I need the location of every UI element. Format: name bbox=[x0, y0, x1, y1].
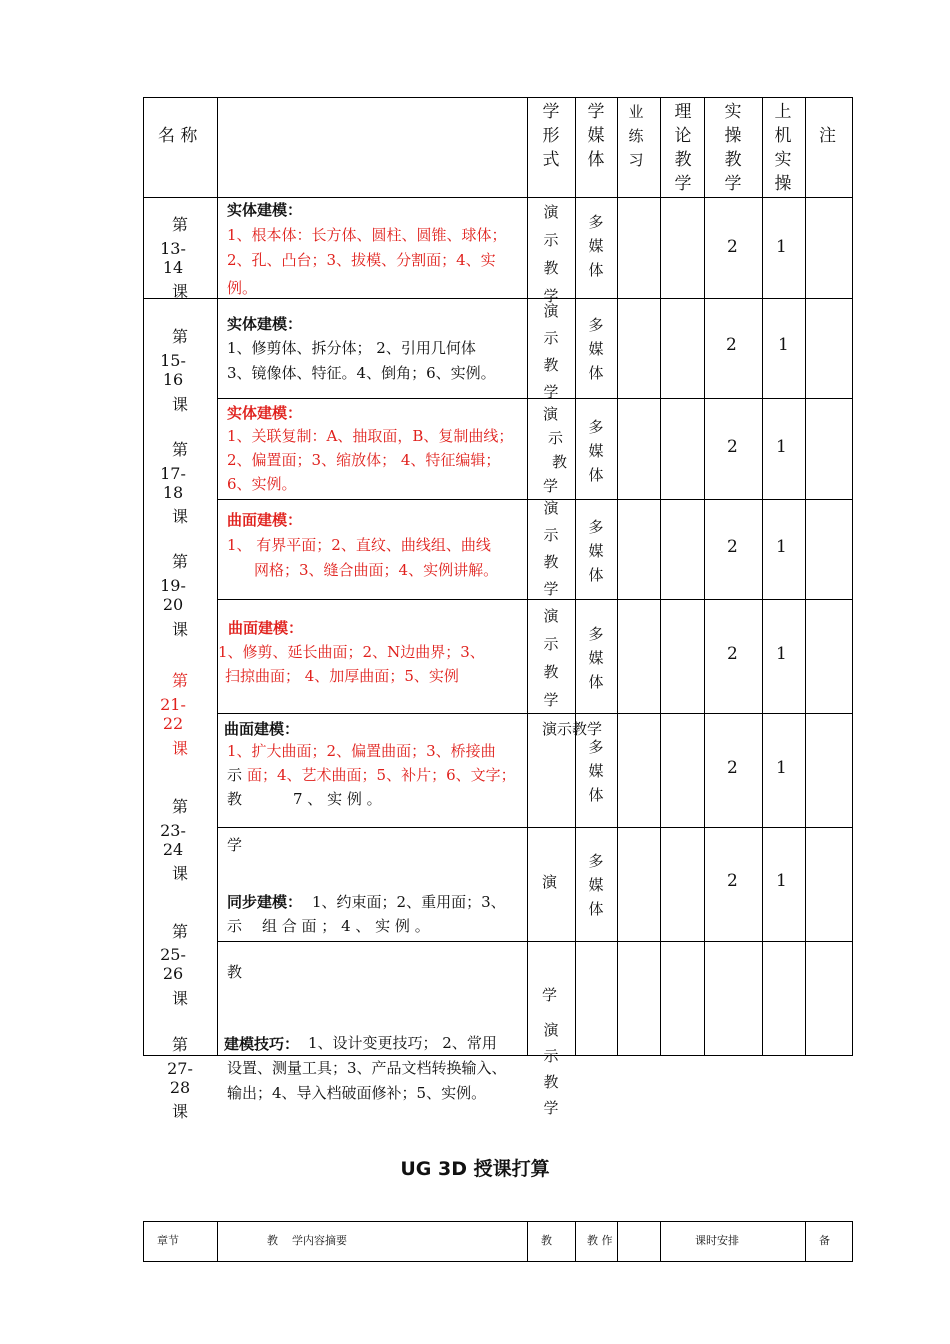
header-theory: 理论教学 bbox=[674, 102, 692, 194]
lesson-label: 课 bbox=[171, 739, 188, 758]
row-line: 示 bbox=[227, 766, 243, 784]
header-form: 学形式 bbox=[542, 102, 560, 170]
footer-teach: 教 bbox=[541, 1234, 552, 1247]
footer-teach-work: 教 作 bbox=[587, 1234, 613, 1247]
footer-content: 教 学内容摘要 bbox=[267, 1234, 347, 1247]
row-line: 学 bbox=[227, 836, 243, 854]
lesson-label: 课 bbox=[171, 989, 188, 1008]
lesson-label: 24 bbox=[162, 840, 184, 859]
row-media: 多媒体 bbox=[588, 738, 604, 804]
header-exercise: 业练习 bbox=[628, 103, 644, 169]
row-line: 示 bbox=[227, 917, 243, 935]
row-practice: 1 bbox=[776, 537, 787, 557]
row-line: 例。 bbox=[227, 279, 258, 297]
lesson-label: 26 bbox=[162, 964, 184, 983]
lesson-label: 第 bbox=[171, 671, 188, 690]
lesson-label: 15- bbox=[160, 351, 186, 370]
footer-hours: 课时安排 bbox=[695, 1234, 739, 1247]
lesson-label: 第 bbox=[171, 1035, 188, 1054]
lesson-label: 第 bbox=[171, 440, 188, 459]
row-line: 1、扩大曲面；2、偏置曲面；3、桥接曲 bbox=[227, 742, 496, 760]
row-line: 面；4、艺术曲面；5、补片；6、文字； bbox=[247, 766, 516, 784]
row-theory: 2 bbox=[727, 871, 738, 891]
row-form: 学 bbox=[542, 986, 558, 1004]
row-line: 1、约束面；2、重用面；3、 bbox=[312, 893, 506, 911]
lesson-label: 18 bbox=[162, 483, 184, 502]
row-line: 输出；4、导入档破面修补；5、实例。 bbox=[227, 1084, 487, 1102]
lesson-label: 第 bbox=[171, 922, 188, 941]
header-note: 注 bbox=[819, 126, 836, 146]
header-lab: 上机实操 bbox=[774, 102, 792, 194]
row-title: 曲面建模： bbox=[224, 720, 300, 738]
row-form: 演示教学 bbox=[542, 720, 603, 738]
row-practice: 1 bbox=[778, 335, 789, 355]
row-theory: 2 bbox=[727, 758, 738, 778]
lesson-label: 课 bbox=[171, 864, 188, 883]
row-line: 网格；3、缝合曲面；4、实例讲解。 bbox=[254, 561, 499, 579]
row-media: 多媒体 bbox=[588, 316, 604, 382]
header-media: 学媒体 bbox=[587, 102, 605, 170]
row-media: 多媒体 bbox=[588, 518, 604, 584]
row-theory: 2 bbox=[727, 237, 738, 257]
row-title: 实体建模： bbox=[227, 404, 303, 422]
row-title: 实体建模： bbox=[227, 315, 303, 333]
row-form: 演 bbox=[543, 405, 559, 423]
lesson-label: 第 bbox=[171, 797, 188, 816]
footer-chapter: 章节 bbox=[157, 1234, 179, 1247]
lesson-label: 课 bbox=[171, 1102, 188, 1121]
lesson-label: 25- bbox=[160, 945, 186, 964]
header-practice: 实操教学 bbox=[724, 102, 742, 194]
row-practice: 1 bbox=[776, 871, 787, 891]
row-line: 3、镜像体、特征。4、倒角；6、实例。 bbox=[227, 364, 496, 382]
lesson-label: 28 bbox=[169, 1078, 191, 1097]
row-practice: 1 bbox=[776, 437, 787, 457]
row-line: 1、设计变更技巧； 2、常用 bbox=[308, 1034, 497, 1052]
row-practice: 1 bbox=[776, 237, 787, 257]
row-line: 1、修剪、延长曲面；2、N边曲界；3、 bbox=[218, 643, 485, 661]
lesson-label: 课 bbox=[171, 282, 188, 301]
lesson-label: 课 bbox=[171, 395, 188, 414]
row-media: 多媒体 bbox=[588, 852, 604, 918]
row-line: 1、关联复制：A、抽取面，B、复制曲线； bbox=[227, 427, 514, 445]
lesson-label: 第 bbox=[171, 552, 188, 571]
row-form: 演示教学 bbox=[543, 499, 559, 598]
lesson-label: 第 bbox=[171, 327, 188, 346]
row-line: 设置、测量工具；3、产品文档转换输入、 bbox=[227, 1059, 507, 1077]
section-title: UG 3D 授课打算 bbox=[400, 1158, 550, 1180]
row-line: 2、偏置面；3、缩放体； 4、特征编辑； bbox=[227, 451, 501, 469]
row-title: 建模技巧： bbox=[224, 1035, 300, 1053]
lesson-label: 16 bbox=[162, 370, 184, 389]
row-title: 实体建模： bbox=[227, 201, 303, 219]
lesson-label: 17- bbox=[160, 464, 186, 483]
lesson-label: 21- bbox=[160, 695, 186, 714]
row-line: 6、实例。 bbox=[227, 475, 297, 493]
row-practice: 1 bbox=[776, 758, 787, 778]
row-title: 同步建模： bbox=[227, 893, 303, 911]
row-theory: 2 bbox=[727, 537, 738, 557]
row-form: 学 bbox=[543, 477, 559, 495]
row-media: 多媒体 bbox=[588, 625, 604, 691]
footer-note: 备 bbox=[819, 1234, 830, 1247]
row-form: 演示教学 bbox=[543, 607, 559, 709]
row-form: 教 bbox=[552, 453, 568, 471]
lesson-label: 课 bbox=[171, 507, 188, 526]
row-theory: 2 bbox=[727, 437, 738, 457]
row-line: 7 、 实 例 。 bbox=[293, 790, 382, 808]
lesson-label: 13- bbox=[160, 239, 186, 258]
lesson-label: 19- bbox=[160, 576, 186, 595]
row-line: 1、根本体：长方体、圆柱、圆锥、球体； bbox=[227, 226, 507, 244]
row-form: 示 bbox=[548, 429, 564, 447]
lesson-label: 第 bbox=[171, 215, 188, 234]
row-line: 2、孔、凸台；3、拔模、分割面；4、实 bbox=[227, 251, 496, 269]
lesson-label: 课 bbox=[171, 620, 188, 639]
row-media: 多媒体 bbox=[588, 213, 604, 279]
header-name: 名 称 bbox=[158, 126, 198, 146]
row-line: 组 合 面 ； 4 、 实 例 。 bbox=[262, 917, 430, 935]
row-form: 演示教学 bbox=[543, 203, 559, 305]
lesson-label: 23- bbox=[160, 821, 186, 840]
lesson-label: 22 bbox=[162, 714, 184, 733]
row-title: 曲面建模： bbox=[228, 619, 304, 637]
row-line: 教 bbox=[227, 963, 243, 981]
row-practice: 1 bbox=[776, 644, 787, 664]
row-form: 演 bbox=[542, 873, 558, 891]
lesson-label: 14 bbox=[162, 258, 184, 277]
row-title: 曲面建模： bbox=[227, 511, 303, 529]
lesson-label: 20 bbox=[162, 595, 184, 614]
row-theory: 2 bbox=[727, 644, 738, 664]
row-form: 演示教学 bbox=[543, 1021, 559, 1117]
row-line: 1、修剪体、拆分体； 2、引用几何体 bbox=[227, 339, 476, 357]
row-theory: 2 bbox=[726, 335, 737, 355]
row-line: 1、 有界平面；2、直纹、曲线组、曲线 bbox=[227, 536, 491, 554]
row-line: 教 bbox=[227, 790, 243, 808]
row-line: 扫掠曲面； 4、加厚曲面；5、实例 bbox=[225, 667, 459, 685]
row-media: 多媒体 bbox=[588, 418, 604, 484]
row-form: 演示教学 bbox=[543, 302, 559, 401]
lesson-label: 27- bbox=[167, 1059, 193, 1078]
